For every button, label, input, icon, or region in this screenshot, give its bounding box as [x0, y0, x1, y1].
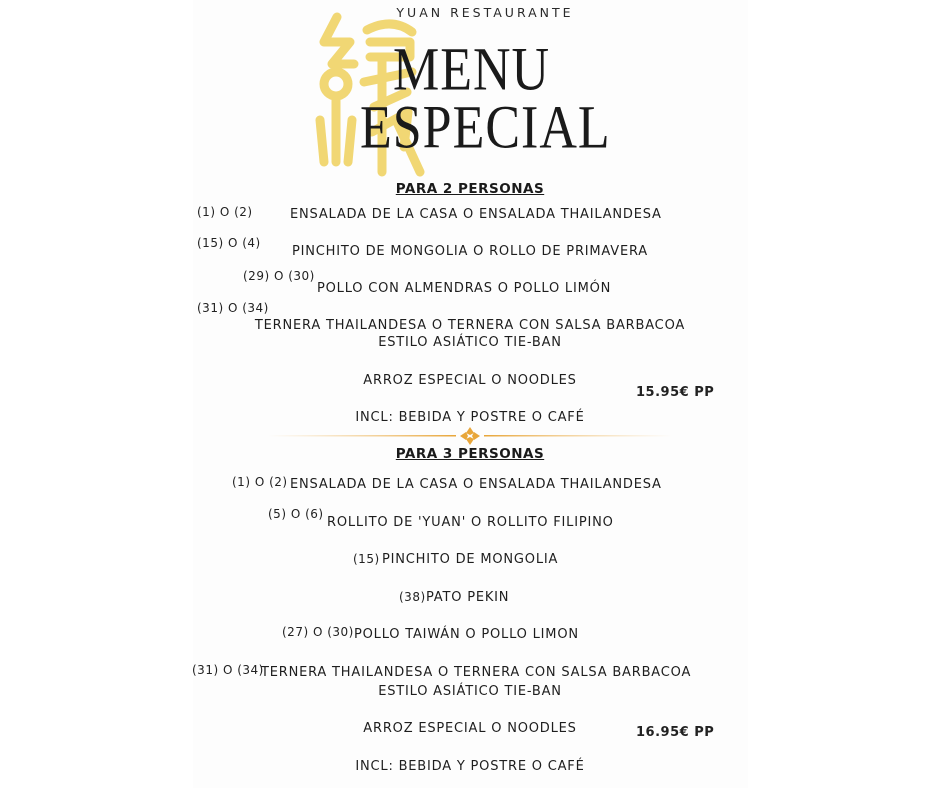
dish-code: (1) O (2) [197, 205, 253, 219]
dish-name-continued: ESTILO ASIÁTICO TIE-BAN [378, 335, 562, 350]
dish-name: POLLO CON ALMENDRAS O POLLO LIMÓN [317, 281, 612, 296]
menu-title-line1: MENU [393, 36, 551, 104]
rice-option: ARROZ ESPECIAL O NOODLES [363, 721, 577, 736]
section-heading-3-personas: PARA 3 PERSONAS [395, 446, 545, 462]
dish-code: (31) O (34) [197, 301, 269, 315]
dish-name: ENSALADA DE LA CASA O ENSALADA THAILANDESA [290, 207, 662, 222]
includes-note: INCL: BEBIDA Y POSTRE O CAFÉ [355, 410, 585, 425]
dish-code: (15) O (4) [197, 236, 261, 250]
ornament-divider [268, 426, 672, 446]
section-heading-2-personas: PARA 2 PERSONAS [395, 181, 545, 197]
dish-code: (38) [399, 590, 426, 604]
dish-code: (15) [353, 552, 380, 566]
menu-title-line2: ESPECIAL [360, 94, 611, 162]
dish-name: PATO PEKIN [426, 590, 510, 605]
dish-name: ENSALADA DE LA CASA O ENSALADA THAILANDESA [290, 477, 662, 492]
dish-name: TERNERA THAILANDESA O TERNERA CON SALSA BARBACOA [254, 318, 686, 333]
dish-code: (5) O (6) [268, 507, 324, 521]
dish-name: POLLO TAIWÁN O POLLO LIMON [354, 627, 579, 642]
price-label: 16.95€ PP [636, 725, 715, 740]
rice-option: ARROZ ESPECIAL O NOODLES [363, 373, 577, 388]
restaurant-name: YUAN RESTAURANTE [396, 5, 574, 20]
price-label: 15.95€ PP [636, 385, 715, 400]
dish-name: PINCHITO DE MONGOLIA O ROLLO DE PRIMAVERA [292, 244, 648, 259]
dish-name-continued: ESTILO ASIÁTICO TIE-BAN [378, 684, 562, 699]
dish-name: ROLLITO DE 'YUAN' O ROLLITO FILIPINO [327, 515, 614, 530]
dish-code: (29) O (30) [243, 269, 315, 283]
dish-code: (1) O (2) [232, 475, 288, 489]
dish-name: TERNERA THAILANDESA O TERNERA CON SALSA BARBACOA [261, 665, 692, 680]
dish-code: (31) O (34) [192, 663, 264, 677]
dish-code: (27) O (30) [282, 625, 354, 639]
dish-name: PINCHITO DE MONGOLIA [382, 552, 559, 567]
includes-note: INCL: BEBIDA Y POSTRE O CAFÉ [355, 759, 585, 774]
